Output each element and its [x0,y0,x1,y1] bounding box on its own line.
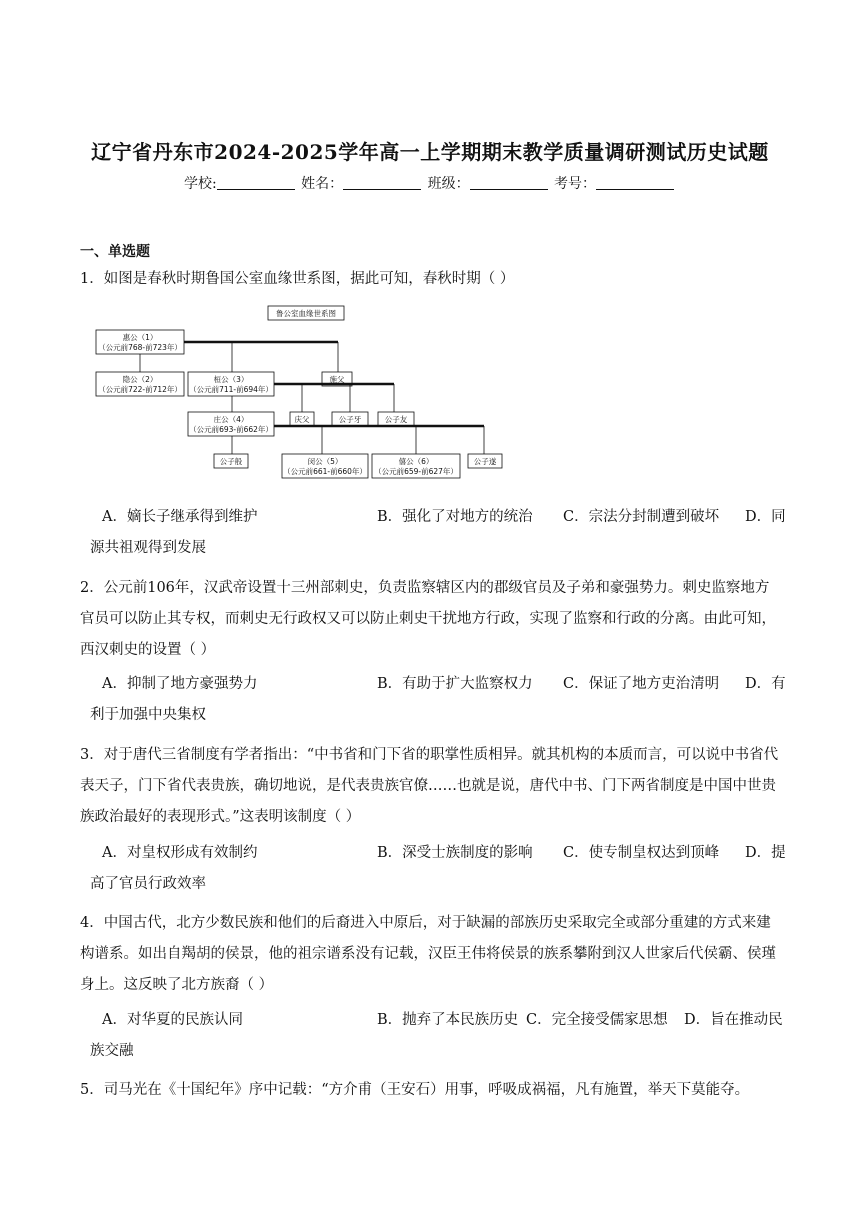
q1-option-c[interactable]: C．宗法分封制遭到破坏 [563,509,720,525]
q4-option-a[interactable]: A．对华夏的民族认同 [102,1012,243,1028]
school-blank[interactable] [217,175,295,190]
node-huangong-years: （公元前711-前694年） [189,385,273,394]
q1-option-b[interactable]: B．强化了对地方的统治 [377,509,533,525]
question-4-options [80,1005,783,1059]
q1-option-a[interactable]: A．嫡长子继承得到维护 [102,509,258,525]
node-qingfu-name: 庆父 [294,415,310,424]
question-2-stem: 2．公元前106年，汉武帝设置十三州部刺史，负责监察辖区内的郡级官员及子弟和豪强势力。刺史监察地方官员可以防止其专权，而刺史无行政权又可以防止刺史干扰地方行政，实现了监察和行政的分离。由此可知，西汉刺史的设置（ ） [80,580,776,658]
node-gongziban-name: 公子般 [219,457,243,466]
node-yingong-name: 隐公（2） [122,375,158,384]
name-label: 姓名： [301,176,344,192]
node-mingong-years: （公元前661-前660年） [283,467,367,476]
question-1-stem: 1．如图是春秋时期鲁国公室血缘世系图，据此可知，春秋时期（ ） [80,271,515,287]
node-huangong-name: 桓公（3） [213,375,249,384]
node-huigong-name: 惠公（1） [122,333,158,342]
question-1-options [80,502,786,556]
q1-option-d[interactable]: D．同 [745,509,786,525]
q2-option-b[interactable]: B．有助于扩大监察权力 [377,676,533,692]
class-label: 班级： [427,176,470,192]
question-3-stem: 3．对于唐代三省制度有学者指出：“中书省和门下省的职掌性质相异。就其机构的本质而言，可以说中书省代表天子，门下省代表贵族，确切地说，是代表贵族官僚……也就是说，唐代中书、门下两省制度是中国中世贵族政治最好的表现形式。”这表明该制度（ ） [80,747,779,825]
diagram-title: 鲁公室血缘世系图 [276,309,336,318]
question-5-stem: 5．司马光在《十国纪年》序中记载：“方介甫（王安石）用事，呼吸成祸福，凡有施置，举天下莫能夺。 [80,1082,750,1098]
node-zhuanggong-years: （公元前693-前662年） [189,425,273,434]
q3-option-d-continued[interactable]: 高了官员行政效率 [90,876,206,892]
q2-option-d-continued[interactable]: 利于加强中央集权 [90,707,206,723]
node-gongzisui-name: 公子遂 [473,457,497,466]
node-xigong-name: 僖公（6） [398,457,434,466]
exam-title: 辽宁省丹东市2024-2025学年高一上学期期末教学质量调研测试历史试题 [91,140,769,164]
node-huigong-years: （公元前768-前723年） [98,343,182,352]
node-mingong-name: 闵公（5） [307,457,343,466]
section-heading: 一、单选题 [80,244,150,260]
q4-option-d[interactable]: D．旨在推动民 [684,1012,783,1028]
question-3-options [80,838,786,892]
node-gongziya-name: 公子牙 [338,415,362,424]
name-blank[interactable] [343,175,421,190]
class-blank[interactable] [470,175,548,190]
q3-option-a[interactable]: A．对皇权形成有效制约 [102,845,258,861]
q4-option-b[interactable]: B．抛弃了本民族历史 [377,1012,519,1028]
question-2-options [80,669,786,723]
q3-option-c[interactable]: C．使专制皇权达到顶峰 [563,845,720,861]
school-label: 学校: [183,176,217,192]
node-gongziyou-name: 公子友 [384,415,408,424]
node-zhuanggong-name: 庄公（4） [213,415,249,424]
q3-option-d[interactable]: D．提 [745,845,786,861]
question-4-stem: 4．中国古代，北方少数民族和他们的后裔进入中原后，对于缺漏的部族历史采取完全或部分重建的方式来建构谱系。如出自羯胡的侯景，他的祖宗谱系没有记载，汉臣王伟将侯景的族系攀附到汉人世家后代侯霸、侯瑾身上。这反映了北方族裔（ ） [80,915,776,993]
student-info-line [0,173,860,193]
q4-option-c[interactable]: C．完全接受儒家思想 [526,1012,668,1028]
exam-no-label: 考号： [554,176,597,192]
node-shifu-name: 施父 [329,375,345,384]
q2-option-c[interactable]: C．保证了地方吏治清明 [563,676,720,692]
q2-option-d[interactable]: D．有 [745,676,786,692]
lu-lineage-diagram [90,300,530,482]
node-yingong-years: （公元前722-前712年） [98,385,182,394]
exam-no-blank[interactable] [596,175,674,190]
q4-option-d-continued[interactable]: 族交融 [90,1043,134,1059]
q1-option-d-continued[interactable]: 源共祖观得到发展 [90,540,206,556]
q2-option-a[interactable]: A．抑制了地方豪强势力 [102,676,258,692]
node-xigong-years: （公元前659-前627年） [374,467,458,476]
q3-option-b[interactable]: B．深受士族制度的影响 [377,845,533,861]
